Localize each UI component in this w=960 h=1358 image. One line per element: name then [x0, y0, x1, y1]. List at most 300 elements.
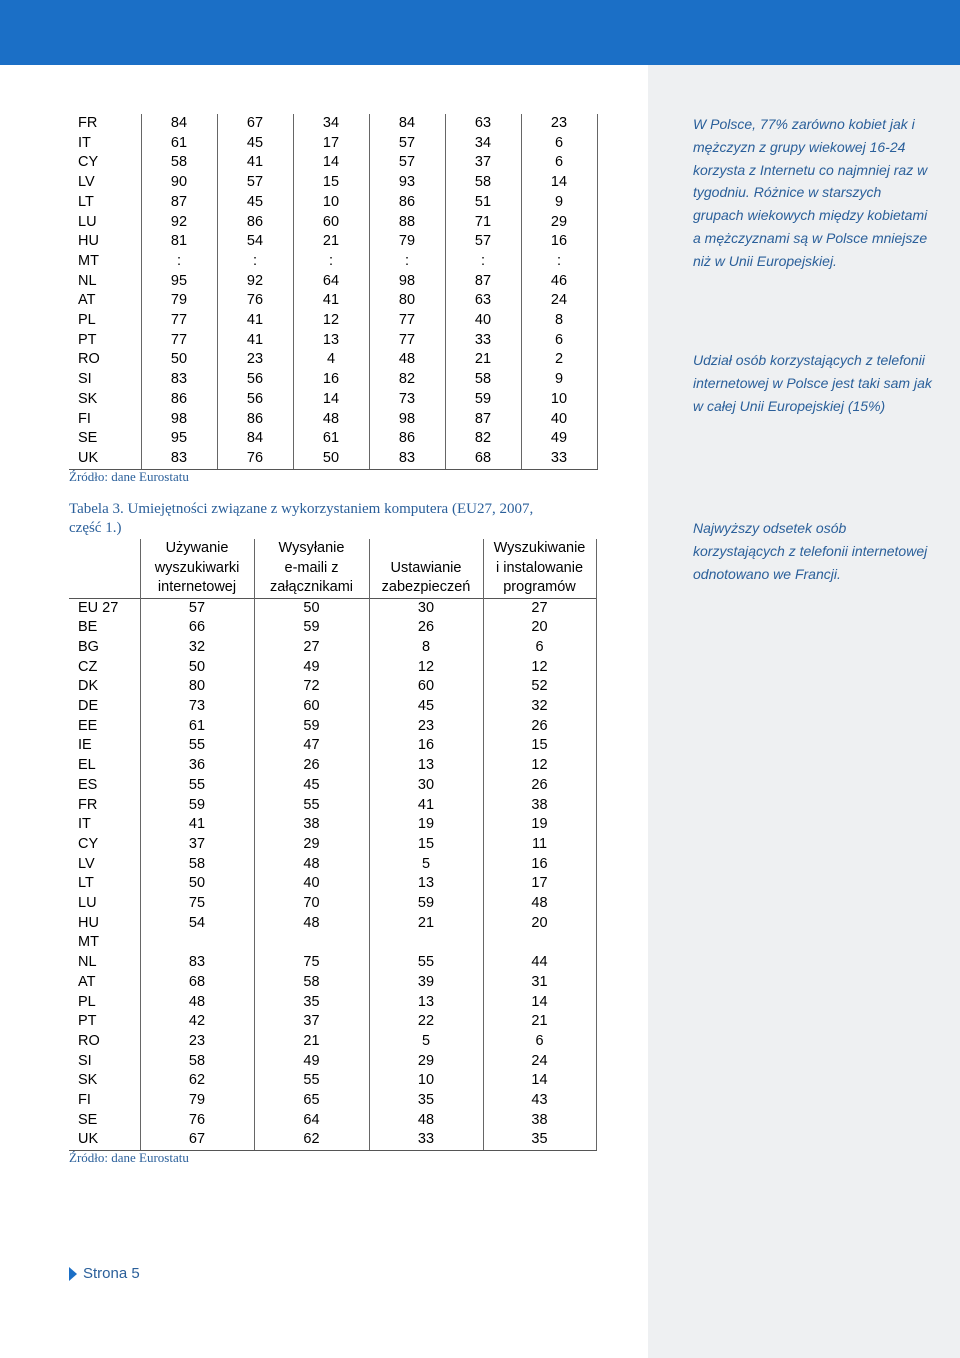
table-cell-value: 61: [293, 429, 369, 449]
page-number: Strona 5: [83, 1265, 140, 1282]
table-cell-value: 83: [141, 449, 217, 469]
table-cell-value: 49: [521, 429, 597, 449]
table-1-source: Źródło: dane Eurostatu: [69, 469, 189, 484]
table-row: [69, 1071, 596, 1091]
table-cell-value: 71: [445, 213, 521, 233]
table-cell-country: RO: [78, 1032, 100, 1049]
table-row: [69, 1111, 596, 1131]
table-row: [69, 272, 597, 292]
table-cell-value: 13: [369, 993, 483, 1013]
table-row: [69, 1032, 596, 1052]
table-cell-country: CY: [78, 835, 99, 852]
page-arrow-icon: [69, 1267, 77, 1281]
table-cell-value: 68: [140, 973, 254, 993]
table-cell-country: LV: [78, 855, 95, 872]
table-cell-value: 81: [141, 232, 217, 252]
table-cell-value: 38: [483, 1111, 596, 1131]
table-cell-value: [483, 933, 596, 953]
table-cell-value: 50: [254, 598, 369, 618]
table-cell-country: IT: [78, 134, 91, 151]
table-cell-value: 48: [254, 855, 369, 875]
table-cell-country: PL: [78, 312, 96, 329]
table-row: [69, 756, 596, 776]
table-cell-value: 39: [369, 973, 483, 993]
page-footer: [69, 1265, 140, 1282]
table-cell-value: 54: [217, 232, 293, 252]
table-cell-value: 16: [369, 736, 483, 756]
table-cell-value: 43: [483, 1091, 596, 1111]
table-cell-value: 82: [369, 370, 445, 390]
table-cell-value: 87: [141, 193, 217, 213]
table-cell-value: 27: [483, 598, 596, 618]
table-cell-value: 15: [483, 736, 596, 756]
table-row: [69, 658, 596, 678]
table-cell-value: 51: [445, 193, 521, 213]
table-cell-country: EU 27: [78, 599, 119, 616]
table-cell-value: 48: [140, 993, 254, 1013]
table-cell-value: 80: [140, 677, 254, 697]
table-cell-value: 77: [369, 311, 445, 331]
table-cell-value: 16: [521, 232, 597, 252]
table-cell-value: 44: [483, 953, 596, 973]
table-cell-value: 88: [369, 213, 445, 233]
table-3-header-install: Wyszukiwanie i instalowanie programów: [483, 539, 596, 598]
table-cell-country: LT: [78, 193, 94, 210]
table-cell-value: 87: [445, 410, 521, 430]
table-cell-value: 14: [483, 993, 596, 1013]
table-cell-value: 55: [369, 953, 483, 973]
table-cell-value: 90: [141, 173, 217, 193]
table-cell-value: 11: [483, 835, 596, 855]
table-cell-value: 55: [140, 736, 254, 756]
table-cell-country: ES: [78, 776, 98, 793]
table-row: [69, 429, 597, 449]
table-cell-value: 59: [254, 618, 369, 638]
table-cell-value: 50: [140, 658, 254, 678]
table-cell-value: [369, 933, 483, 953]
table-cell-value: 26: [483, 776, 596, 796]
table-cell-value: 86: [217, 410, 293, 430]
table-row: [69, 736, 596, 756]
table-row: [69, 173, 597, 193]
table-cell-country: MT: [78, 252, 99, 269]
table-cell-value: 65: [254, 1091, 369, 1111]
table-cell-value: 77: [369, 331, 445, 351]
table-cell-value: 59: [140, 796, 254, 816]
table-cell-country: PL: [78, 993, 96, 1010]
table-cell-value: 40: [521, 410, 597, 430]
table-cell-value: 56: [217, 390, 293, 410]
table-row: [69, 815, 596, 835]
table-cell-value: 95: [141, 429, 217, 449]
table-cell-value: 12: [369, 658, 483, 678]
table-cell-value: 63: [445, 114, 521, 134]
table-cell-value: 58: [141, 153, 217, 173]
table-cell-value: 6: [483, 638, 596, 658]
table-row: [69, 1130, 596, 1150]
table-cell-value: 63: [445, 291, 521, 311]
table-cell-country: LV: [78, 174, 95, 191]
table-cell-value: 22: [369, 1012, 483, 1032]
table-cell-value: 98: [369, 410, 445, 430]
table-cell-value: 38: [483, 796, 596, 816]
table-cell-value: 45: [217, 193, 293, 213]
table-cell-country: FR: [78, 115, 98, 131]
table-cell-value: 9: [521, 193, 597, 213]
table-cell-value: 6: [483, 1032, 596, 1052]
table-cell-value: 41: [369, 796, 483, 816]
table-cell-value: 67: [140, 1130, 254, 1150]
table-cell-value: :: [445, 252, 521, 272]
table-cell-value: 45: [369, 697, 483, 717]
table-cell-value: 32: [483, 697, 596, 717]
table-cell-value: 79: [140, 1091, 254, 1111]
table-cell-value: 62: [140, 1071, 254, 1091]
table-cell-country: UK: [69, 449, 141, 469]
table-cell-value: 87: [445, 272, 521, 292]
table-cell-value: 76: [217, 291, 293, 311]
table-cell-country: DE: [78, 698, 99, 715]
table-3-header-security: Ustawianie zabezpieczeń: [369, 539, 483, 598]
table-cell-value: 17: [293, 134, 369, 154]
table-row: [69, 835, 596, 855]
table-cell-value: 70: [254, 894, 369, 914]
table-cell-value: 4: [293, 350, 369, 370]
table-row: [69, 618, 596, 638]
table-cell-value: 79: [141, 291, 217, 311]
table-cell-value: 8: [369, 638, 483, 658]
table-cell-value: 79: [369, 232, 445, 252]
table-cell-value: 83: [140, 953, 254, 973]
table-cell-value: 16: [483, 855, 596, 875]
table-cell-value: 60: [293, 213, 369, 233]
table-cell-value: 36: [140, 756, 254, 776]
table-cell-value: 50: [141, 350, 217, 370]
table-3: [69, 539, 597, 1151]
table-cell-value: 67: [217, 114, 293, 134]
table-row: [69, 311, 597, 331]
table-cell-country: PT: [78, 1013, 97, 1030]
table-cell-country: PT: [78, 331, 97, 348]
table-cell-value: 15: [369, 835, 483, 855]
table-cell-value: 56: [217, 370, 293, 390]
table-row: [69, 213, 597, 233]
table-row: [69, 993, 596, 1013]
table-cell-value: 32: [140, 638, 254, 658]
table-cell-value: 83: [369, 449, 445, 469]
table-cell-value: 52: [483, 677, 596, 697]
table-cell-value: 41: [217, 311, 293, 331]
table-cell-value: 9: [521, 370, 597, 390]
table-cell-value: 57: [140, 598, 254, 618]
table-cell-value: 2: [521, 350, 597, 370]
table-cell-country: CZ: [78, 658, 98, 675]
table-cell-value: 30: [369, 598, 483, 618]
table-cell-value: 58: [140, 855, 254, 875]
table-row: [69, 776, 596, 796]
table-cell-value: 21: [483, 1012, 596, 1032]
table-cell-value: 21: [254, 1032, 369, 1052]
table-cell-value: 61: [140, 717, 254, 737]
table-cell-value: 62: [254, 1130, 369, 1150]
table-cell-value: 40: [445, 311, 521, 331]
table-cell-value: 12: [483, 756, 596, 776]
table-cell-value: 59: [369, 894, 483, 914]
table-cell-value: 61: [141, 134, 217, 154]
table-cell-country: LT: [78, 875, 94, 892]
table-cell-value: 76: [140, 1111, 254, 1131]
table-row: [69, 933, 596, 953]
table-cell-value: 50: [140, 874, 254, 894]
table-cell-country: FI: [78, 410, 91, 427]
table-cell-country: IT: [78, 816, 91, 833]
table-cell-value: 35: [254, 993, 369, 1013]
table-cell-value: 48: [254, 914, 369, 934]
table-cell-value: 26: [254, 756, 369, 776]
table-cell-value: 12: [293, 311, 369, 331]
table-row: [69, 1012, 596, 1032]
table-row: [69, 410, 597, 430]
table-row: [69, 370, 597, 390]
table-row: [69, 350, 597, 370]
table-cell-country: EE: [78, 717, 98, 734]
table-row: [69, 796, 596, 816]
table-cell-value: 6: [521, 331, 597, 351]
table-cell-value: 15: [293, 173, 369, 193]
table-cell-country: CY: [78, 154, 99, 171]
table-row: [69, 232, 597, 252]
table-cell-country: MT: [78, 934, 99, 951]
table-cell-country: DK: [78, 678, 99, 695]
table-cell-value: 84: [369, 114, 445, 134]
table-cell-value: 21: [293, 232, 369, 252]
table-cell-value: 26: [483, 717, 596, 737]
table-cell-value: 98: [141, 410, 217, 430]
table-row: [69, 894, 596, 914]
table-cell-country: HU: [78, 233, 99, 250]
table-row: [69, 973, 596, 993]
table-cell-value: :: [293, 252, 369, 272]
table-cell-value: 41: [217, 153, 293, 173]
top-header-bar: [0, 0, 960, 65]
table-row: [69, 953, 596, 973]
table-cell-value: 84: [141, 114, 217, 134]
table-cell-value: 33: [445, 331, 521, 351]
table-cell-value: 84: [217, 429, 293, 449]
table-cell-value: 6: [521, 134, 597, 154]
table-cell-value: 73: [369, 390, 445, 410]
table-cell-value: 27: [254, 638, 369, 658]
table-cell-country: BE: [78, 619, 98, 636]
table-cell-value: 13: [369, 756, 483, 776]
table-cell-value: 58: [140, 1052, 254, 1072]
table-cell-value: 58: [254, 973, 369, 993]
table-cell-value: 26: [369, 618, 483, 638]
table-cell-value: 57: [369, 153, 445, 173]
table-cell-value: 30: [369, 776, 483, 796]
table-cell-value: 24: [521, 291, 597, 311]
table-cell-value: 48: [293, 410, 369, 430]
table-cell-value: 48: [369, 350, 445, 370]
table-cell-value: 5: [369, 1032, 483, 1052]
table-cell-value: 33: [369, 1130, 483, 1150]
table-row: [69, 114, 597, 134]
table-cell-value: 14: [293, 153, 369, 173]
table-row: [69, 1052, 596, 1072]
table-cell-value: 60: [254, 697, 369, 717]
table-cell-country: SK: [78, 1072, 98, 1089]
table-cell-value: 16: [293, 370, 369, 390]
table-row: [69, 291, 597, 311]
table-cell-value: :: [369, 252, 445, 272]
table-cell-value: 68: [445, 449, 521, 469]
table-cell-value: 48: [369, 1111, 483, 1131]
table-cell-value: 42: [140, 1012, 254, 1032]
table-row: [69, 874, 596, 894]
table-cell-value: 38: [254, 815, 369, 835]
table-cell-value: :: [217, 252, 293, 272]
table-cell-value: 75: [140, 894, 254, 914]
table-cell-value: 37: [140, 835, 254, 855]
table-cell-value: 33: [521, 449, 597, 469]
table-cell-value: 76: [217, 449, 293, 469]
table-cell-value: 86: [217, 213, 293, 233]
table-cell-value: 58: [445, 370, 521, 390]
table-cell-value: 46: [521, 272, 597, 292]
table-cell-value: 13: [369, 874, 483, 894]
table-cell-value: 41: [293, 291, 369, 311]
table-row: [69, 677, 596, 697]
table-cell-value: 66: [140, 618, 254, 638]
table-cell-country: SI: [78, 1052, 92, 1069]
table-cell-value: 23: [217, 350, 293, 370]
table-3-header-search: Używanie wyszukiwarki internetowej: [140, 539, 254, 598]
table-cell-value: 31: [483, 973, 596, 993]
table-cell-value: 72: [254, 677, 369, 697]
table-row: [69, 855, 596, 875]
table-cell-value: 20: [483, 618, 596, 638]
table-cell-value: 21: [369, 914, 483, 934]
table-cell-value: 49: [254, 658, 369, 678]
table-cell-value: 50: [293, 449, 369, 469]
table-row: [69, 697, 596, 717]
table-row: [69, 153, 597, 173]
table-cell-value: 92: [141, 213, 217, 233]
sidebar-note-voip-poland: Udział osób korzystających z telefonii internetowej w Polsce jest taki sam jak w całej Unii Europejskiej (15%): [693, 352, 932, 414]
table-cell-value: 86: [369, 193, 445, 213]
table-cell-value: 40: [254, 874, 369, 894]
table-cell-value: 29: [521, 213, 597, 233]
table-row: [69, 193, 597, 213]
table-cell-value: 64: [254, 1111, 369, 1131]
table-cell-value: 45: [254, 776, 369, 796]
table-cell-country: BG: [78, 638, 99, 655]
table-cell-value: 47: [254, 736, 369, 756]
table-cell-value: 41: [217, 331, 293, 351]
table-cell-value: 23: [140, 1032, 254, 1052]
table-cell-value: 75: [254, 953, 369, 973]
table-cell-value: [140, 933, 254, 953]
table-cell-value: 64: [293, 272, 369, 292]
table-row: [69, 638, 596, 658]
table-cell-value: 20: [483, 914, 596, 934]
table-cell-value: 92: [217, 272, 293, 292]
table-cell-value: 5: [369, 855, 483, 875]
table-3-source: Źródło: dane Eurostatu: [69, 1150, 189, 1165]
table-cell-value: 45: [217, 134, 293, 154]
table-cell-value: 57: [445, 232, 521, 252]
table-3-header-country: [69, 539, 140, 598]
table-cell-value: 54: [140, 914, 254, 934]
table-cell-value: 14: [293, 390, 369, 410]
table-cell-value: 80: [369, 291, 445, 311]
table-cell-value: 10: [521, 390, 597, 410]
table-cell-value: [254, 933, 369, 953]
table-cell-value: 29: [369, 1052, 483, 1072]
table-cell-value: 8: [521, 311, 597, 331]
table-cell-value: 57: [217, 173, 293, 193]
table-cell-value: 73: [140, 697, 254, 717]
table-cell-value: 29: [254, 835, 369, 855]
table-cell-value: 35: [369, 1091, 483, 1111]
table-cell-country: SE: [78, 1111, 98, 1128]
table-cell-country: NL: [78, 272, 97, 289]
table-3-caption: Tabela 3. Umiejętności związane z wykorzystaniem komputera (EU27, 2007, część 1.): [69, 501, 534, 536]
table-1-continuation: [69, 114, 598, 470]
table-cell-country: SI: [78, 371, 92, 388]
table-cell-value: 55: [254, 796, 369, 816]
table-row: [69, 914, 596, 934]
table-row: [69, 717, 596, 737]
table-cell-country: IE: [78, 737, 92, 754]
table-cell-country: UK: [69, 1130, 140, 1150]
table-cell-country: SE: [78, 430, 98, 447]
table-cell-value: 60: [369, 677, 483, 697]
table-cell-country: AT: [78, 292, 96, 309]
table-cell-country: HU: [78, 914, 99, 931]
table-cell-value: 23: [369, 717, 483, 737]
table-cell-value: 23: [521, 114, 597, 134]
table-cell-value: 55: [140, 776, 254, 796]
table-cell-value: 58: [445, 173, 521, 193]
table-cell-value: 48: [483, 894, 596, 914]
table-cell-value: 10: [293, 193, 369, 213]
table-row: [69, 252, 597, 272]
table-cell-country: RO: [78, 351, 100, 368]
table-cell-country: EL: [78, 757, 96, 774]
table-cell-value: 37: [254, 1012, 369, 1032]
table-row: [69, 598, 596, 618]
table-cell-value: 77: [141, 331, 217, 351]
table-cell-country: LU: [78, 895, 97, 912]
table-cell-value: 10: [369, 1071, 483, 1091]
table-cell-value: 59: [254, 717, 369, 737]
table-cell-value: 77: [141, 311, 217, 331]
table-cell-value: 35: [483, 1130, 596, 1150]
table-cell-value: 86: [369, 429, 445, 449]
table-cell-value: 19: [483, 815, 596, 835]
table-cell-value: :: [141, 252, 217, 272]
table-cell-value: 6: [521, 153, 597, 173]
table-cell-country: AT: [78, 973, 96, 990]
sidebar-note-internet-use: W Polsce, 77% zarówno kobiet jak i mężczyzn z grupy wiekowej 16-24 korzysta z Internetu co najmniej raz w tygodniu. Różnice w starszych grupach wiekowych między kobietami a mężczyznami są w Polsce mniejsze niż w Unii Europejskiej.: [693, 116, 928, 269]
table-row: [69, 331, 597, 351]
table-row: [69, 1091, 596, 1111]
table-cell-country: NL: [78, 954, 97, 971]
sidebar-note-voip-france: Najwyższy odsetek osób korzystających z telefonii internetowej odnotowano we Francji.: [693, 520, 928, 582]
table-cell-value: 82: [445, 429, 521, 449]
table-cell-country: FR: [78, 796, 98, 813]
